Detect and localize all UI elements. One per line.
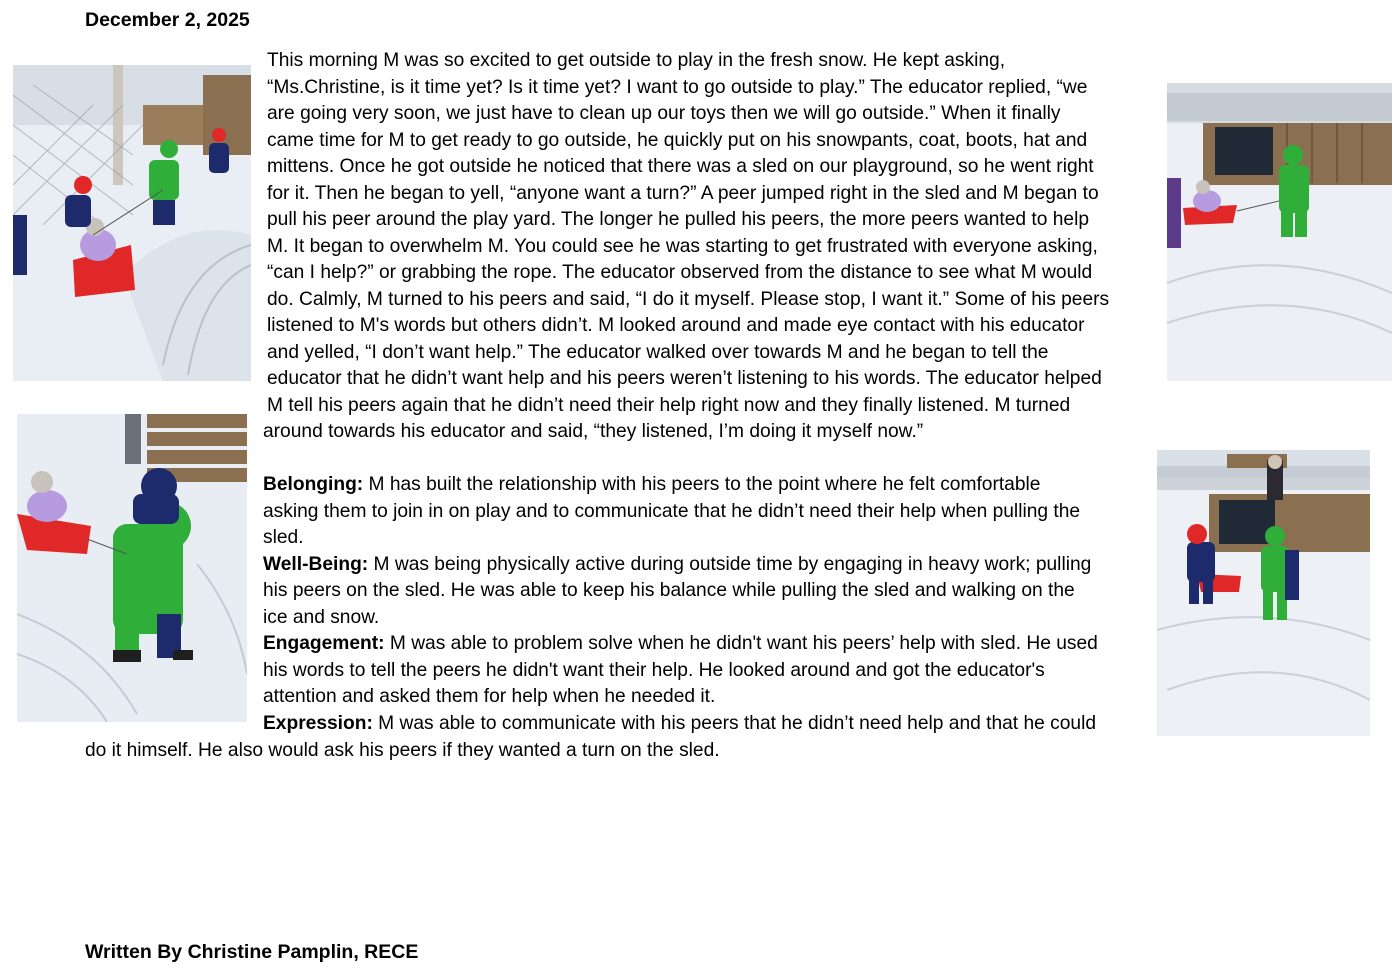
belonging-line-3: sled. [263,527,304,548]
narrative-line: pull his peer around the play yard. The longer he pulled his peers, the more peers wanted to help [267,209,1090,230]
narrative-line: educator that he didn’t want help and his peers weren’t listening to his words. The educator helped [267,368,1102,389]
narrative-line: came time for M to get ready to go outside, he quickly put on his snowpants, coat, boots, hat and [267,129,1088,151]
narrative-line: listened to M's words but others didn’t. M looked around and made eye contact with his educator [267,315,1085,336]
narrative-line: and yelled, “I don’t want help.” The educator walked over towards M and he began to tell the [267,341,1049,363]
expression-label: Expression: [263,712,373,734]
narrative-line: around towards his educator and said, “they listened, I’m doing it myself now.” [263,421,924,442]
engagement-line-3: attention and asked them for help when he needed it. [263,686,716,707]
belonging-line-1: Belonging: M has built the relationship with his peers to the point where he felt comfortable [263,474,1041,495]
belonging-line-2: asking them to join in on play and to communicate that he didn’t need their help when pulling the [263,500,1081,522]
reflection-section [263,419,1098,737]
observation-narrative [267,48,1109,419]
expression-line-1: Expression: M was able to communicate with his peers that he didn’t need help and that he could [263,712,1097,734]
author-signature: Written By Christine Pamplin, RECE [85,941,419,963]
narrative-line: do. Calmly, M turned to his peers and said, “I do it myself. Please stop, I want it.” Some of his peers [267,288,1110,310]
narrative-line: for it. Then he began to yell, “anyone want a turn?” A peer jumped right in the sled and M began to [267,182,1099,204]
photo-playground-pair [1157,450,1370,736]
narrative-line: “Ms.Christine, is it time yet? Is it time yet? I want to go outside to play.” The educator replied, “we [267,76,1088,98]
wellbeing-line-3: ice and snow. [263,606,380,628]
engagement-line-2: his words to tell the peers he didn't want their help. He looked around and got the educator's [263,659,1045,681]
document-date: December 2, 2025 [85,9,250,31]
engagement-label: Engagement: [263,633,385,654]
photo-sled-fence [13,65,251,381]
wellbeing-label: Well-Being: [263,553,369,575]
narrative-line: This morning M was so excited to get outside to play in the fresh snow. He kept asking, [267,50,1006,71]
photo-sled-closeup [17,414,247,722]
expression-continuation [85,738,720,765]
narrative-line: “can I help?” or grabbing the rope. The educator observed from the distance to see what M would [267,262,1093,283]
wellbeing-line-2: his peers on the sled. He was able to keep his balance while pulling the sled and walking on the [263,580,1075,601]
narrative-line: are going very soon, we just have to clean up our toys then we will go outside.” When it finally [267,103,1061,124]
wellbeing-line-1: Well-Being: M was being physically active during outside time by engaging in heavy work; pulling [263,553,1092,575]
photo-sled-chalkboard [1167,83,1392,381]
expression-line-2: do it himself. He also would ask his peers if they wanted a turn on the sled. [85,740,720,761]
belonging-label: Belonging: [263,474,364,495]
narrative-line: mittens. Once he got outside he noticed that there was a sled on our playground, so he went right [267,156,1094,177]
engagement-line-1: Engagement: M was able to problem solve when he didn't want his peers’ help with sled. He used [263,633,1098,654]
narrative-line: M. It began to overwhelm M. You could see he was starting to get frustrated with everyone asking, [267,235,1098,257]
narrative-line: M tell his peers again that he didn’t need their help right now and they finally listened. M turned [267,394,1071,416]
